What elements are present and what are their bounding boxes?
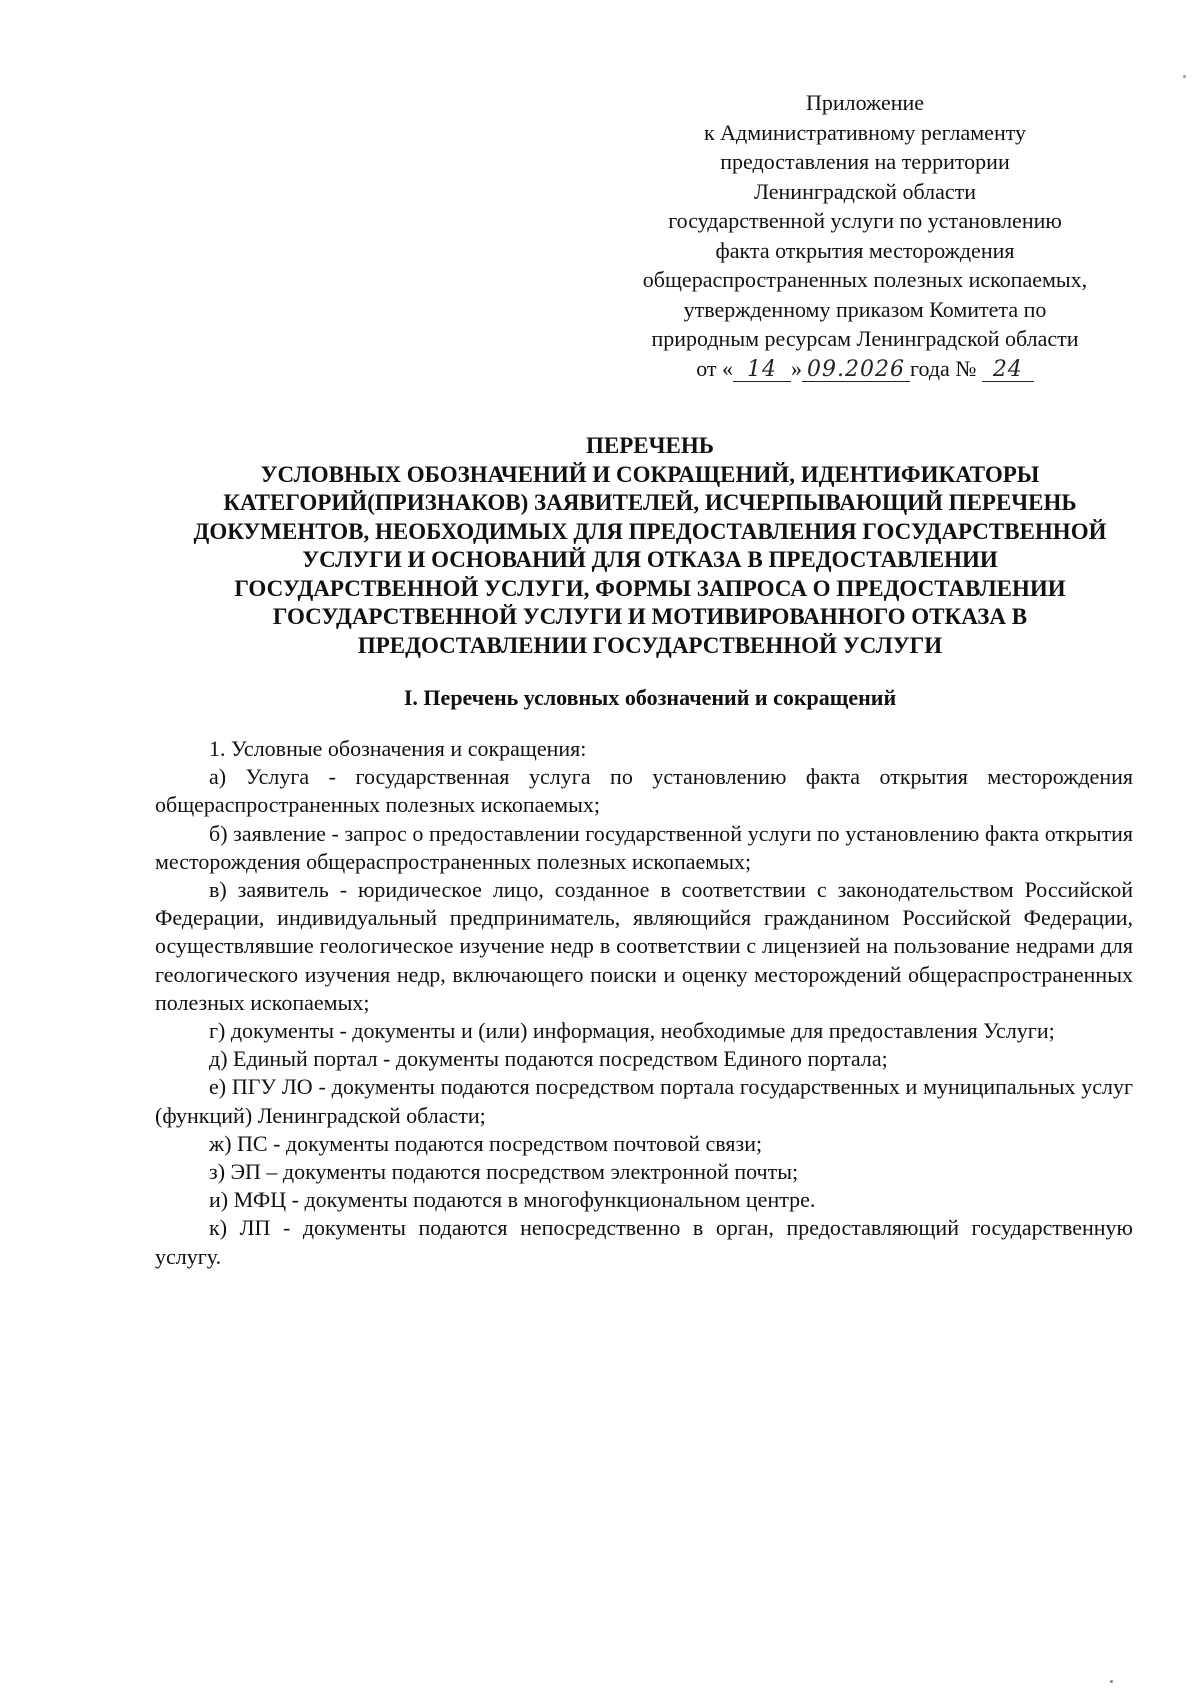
handwritten-day: 14 xyxy=(733,359,791,382)
title-line: ПЕРЕЧЕНЬ xyxy=(586,433,714,458)
paragraph: з) ЭП – документы подаются посредством электронной почты; xyxy=(209,1159,799,1185)
title-line: КАТЕГОРИЙ(ПРИЗНАКОВ) ЗАЯВИТЕЛЕЙ, ИСЧЕРПЫВАЮЩИЙ ПЕРЕЧЕНЬ xyxy=(223,490,1077,515)
appendix-line: государственной услуги по установлению xyxy=(668,208,1062,233)
title-line: УСЛУГИ И ОСНОВАНИЙ ДЛЯ ОТКАЗА В ПРЕДОСТАВЛЕНИИ xyxy=(302,547,998,572)
appendix-header xyxy=(600,88,1130,383)
paragraph: 1. Условные обозначения и сокращения: xyxy=(209,736,587,761)
paragraph: к) ЛП - документы подаются непосредственно в орган, предоставляющий государственную услугу. xyxy=(155,1215,1133,1269)
appendix-line: факта открытия месторождения xyxy=(715,237,1015,263)
paragraph: е) ПГУ ЛО - документы подаются посредством портала государственных и муниципальных услуг (функций) Ленинградской области; xyxy=(155,1074,1133,1128)
title-line: ГОСУДАРСТВЕННОЙ УСЛУГИ И МОТИВИРОВАННОГО ОТКАЗА В xyxy=(272,604,1028,629)
title-line: ДОКУМЕНТОВ, НЕОБХОДИМЫХ ДЛЯ ПРЕДОСТАВЛЕНИЯ ГОСУДАРСТВЕННОЙ xyxy=(193,518,1107,544)
section-heading: I. Перечень условных обозначений и сокращений xyxy=(403,685,897,710)
handwritten-order-number: 24 xyxy=(982,359,1034,382)
paragraph: а) Услуга - государственная услуга по установлению факта открытия месторождения общераспространенных полезных ископаемых; xyxy=(155,764,1133,818)
year-word: года № xyxy=(910,355,977,381)
paragraph: г) документы - документы и (или) информация, необходимые для предоставления Услуги; xyxy=(209,1018,1055,1044)
document-title xyxy=(150,432,1150,660)
handwritten-date: 09.2026 xyxy=(802,359,910,382)
paragraph: б) заявление - запрос о предоставлении государственной услуги по установлению факта открытия месторождения общераспространенных полезных ископаемых; xyxy=(155,820,1133,874)
appendix-line: к Административному регламенту xyxy=(703,119,1027,145)
appendix-line: природным ресурсам Ленинградской области xyxy=(651,326,1079,351)
title-line: ПРЕДОСТАВЛЕНИИ ГОСУДАРСТВЕННОЙ УСЛУГИ xyxy=(357,632,943,658)
appendix-line: Ленинградской области xyxy=(754,178,976,204)
scan-speck xyxy=(1183,75,1186,78)
appendix-line: общераспространенных полезных ископаемых, xyxy=(642,267,1088,292)
date-mid: » xyxy=(791,355,803,381)
date-prefix: от « xyxy=(696,355,734,381)
paragraph: ж) ПС - документы подаются посредством почтовой связи; xyxy=(209,1130,763,1156)
appendix-line: Приложение xyxy=(805,90,925,115)
title-line: ГОСУДАРСТВЕННОЙ УСЛУГИ, ФОРМЫ ЗАПРОСА О ПРЕДОСТАВЛЕНИИ xyxy=(234,575,1066,601)
paragraph: в) заявитель - юридическое лицо, созданное в соответствии с законодательством Российской Федерации, индивидуальный предприниматель, являющийся гражданином Российской Федерации, осуществлявшие геологическое изучение недр в соответствии с лицензией на пользование недрами для геологического изучения недр, включающего поиски и оценку месторождений общераспространенных полезных ископаемых; xyxy=(155,877,1133,1015)
appendix-line: утвержденному приказом Комитета по xyxy=(683,296,1047,322)
paragraph: и) МФЦ - документы подаются в многофункциональном центре. xyxy=(209,1187,816,1213)
document-body xyxy=(155,735,1133,1271)
paragraph: д) Единый портал - документы подаются посредством Единого портала; xyxy=(209,1046,888,1072)
appendix-line: предоставления на территории xyxy=(720,149,1010,174)
order-date-line xyxy=(600,354,1130,384)
title-line: УСЛОВНЫХ ОБОЗНАЧЕНИЙ И СОКРАЩЕНИЙ, ИДЕНТИФИКАТОРЫ xyxy=(260,461,1040,487)
scan-speck xyxy=(1110,1680,1113,1683)
